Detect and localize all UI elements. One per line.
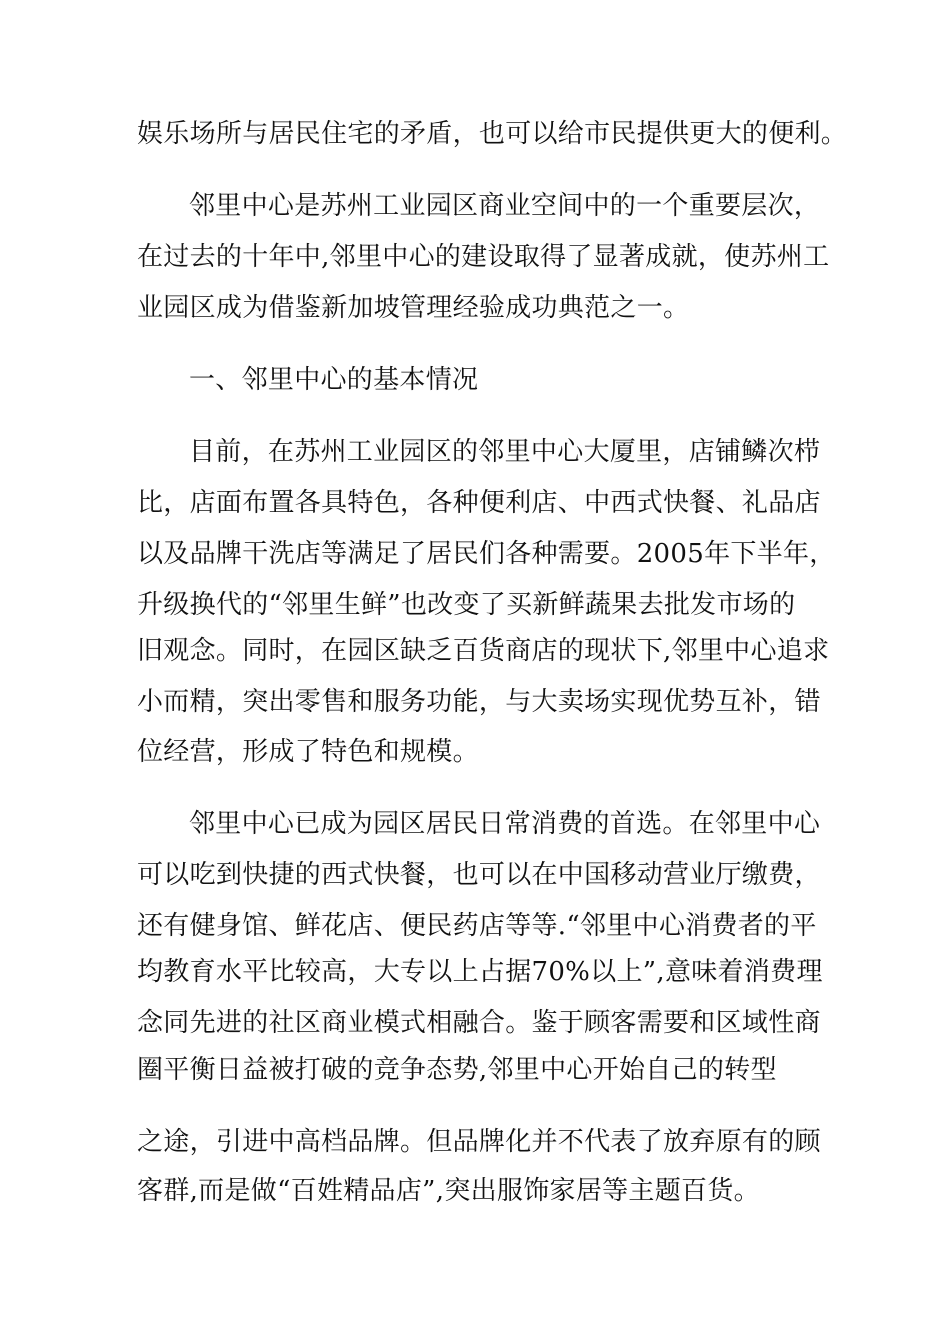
- paragraph-first-line: 邻里中心是苏州工业园区商业空间中的一个重要层次，: [189, 191, 821, 221]
- paragraph-first-line: 目前，在苏州工业园区的邻里中心大厦里，店铺鳞次栉: [189, 437, 821, 467]
- text-line: 娱乐场所与居民住宅的矛盾，也可以给市民提供更大的便利。: [137, 119, 848, 149]
- text-line: 可以吃到快捷的西式快餐，也可以在中国移动营业厅缴费，: [137, 860, 821, 890]
- text-line: 比，店面布置各具特色，各种便利店、中西式快餐、礼品店: [137, 488, 821, 518]
- text-line: 升级换代的“邻里生鲜”也改变了买新鲜蔬果去批发市场的: [137, 590, 796, 620]
- paragraph-first-line: 邻里中心已成为园区居民日常消费的首选。在邻里中心: [189, 809, 821, 839]
- text-line: 圈平衡日益被打破的竞争态势,邻里中心开始自己的转型: [137, 1055, 777, 1085]
- section-heading: 一、邻里中心的基本情况: [189, 365, 479, 395]
- text-line: 之途，引进中高档品牌。但品牌化并不代表了放弃原有的顾: [137, 1127, 821, 1157]
- text-line: 位经营，形成了特色和规模。: [137, 737, 479, 767]
- text-line: 在过去的十年中,邻里中心的建设取得了显著成就，使苏州工: [137, 242, 830, 272]
- text-line: 业园区成为借鉴新加坡管理经验成功典范之一。: [137, 293, 690, 323]
- text-line: 还有健身馆、鲜花店、便民药店等等.“邻里中心消费者的平: [137, 911, 817, 941]
- text-line: 均教育水平比较高，大专以上占据70%以上”,意味着消费理: [137, 957, 823, 987]
- text-line: 小而精，突出零售和服务功能，与大卖场实现优势互补，错: [137, 687, 821, 717]
- text-line: 念同先进的社区商业模式相融合。鉴于顾客需要和区域性商: [137, 1008, 821, 1038]
- text-line: 以及品牌干洗店等满足了居民们各种需要。2005年下半年，: [137, 539, 836, 569]
- text-line: 客群,而是做“百姓精品店”,突出服饰家居等主题百货。: [137, 1176, 760, 1206]
- text-line: 旧观念。同时，在园区缺乏百货商店的现状下,邻里中心追求: [137, 636, 830, 666]
